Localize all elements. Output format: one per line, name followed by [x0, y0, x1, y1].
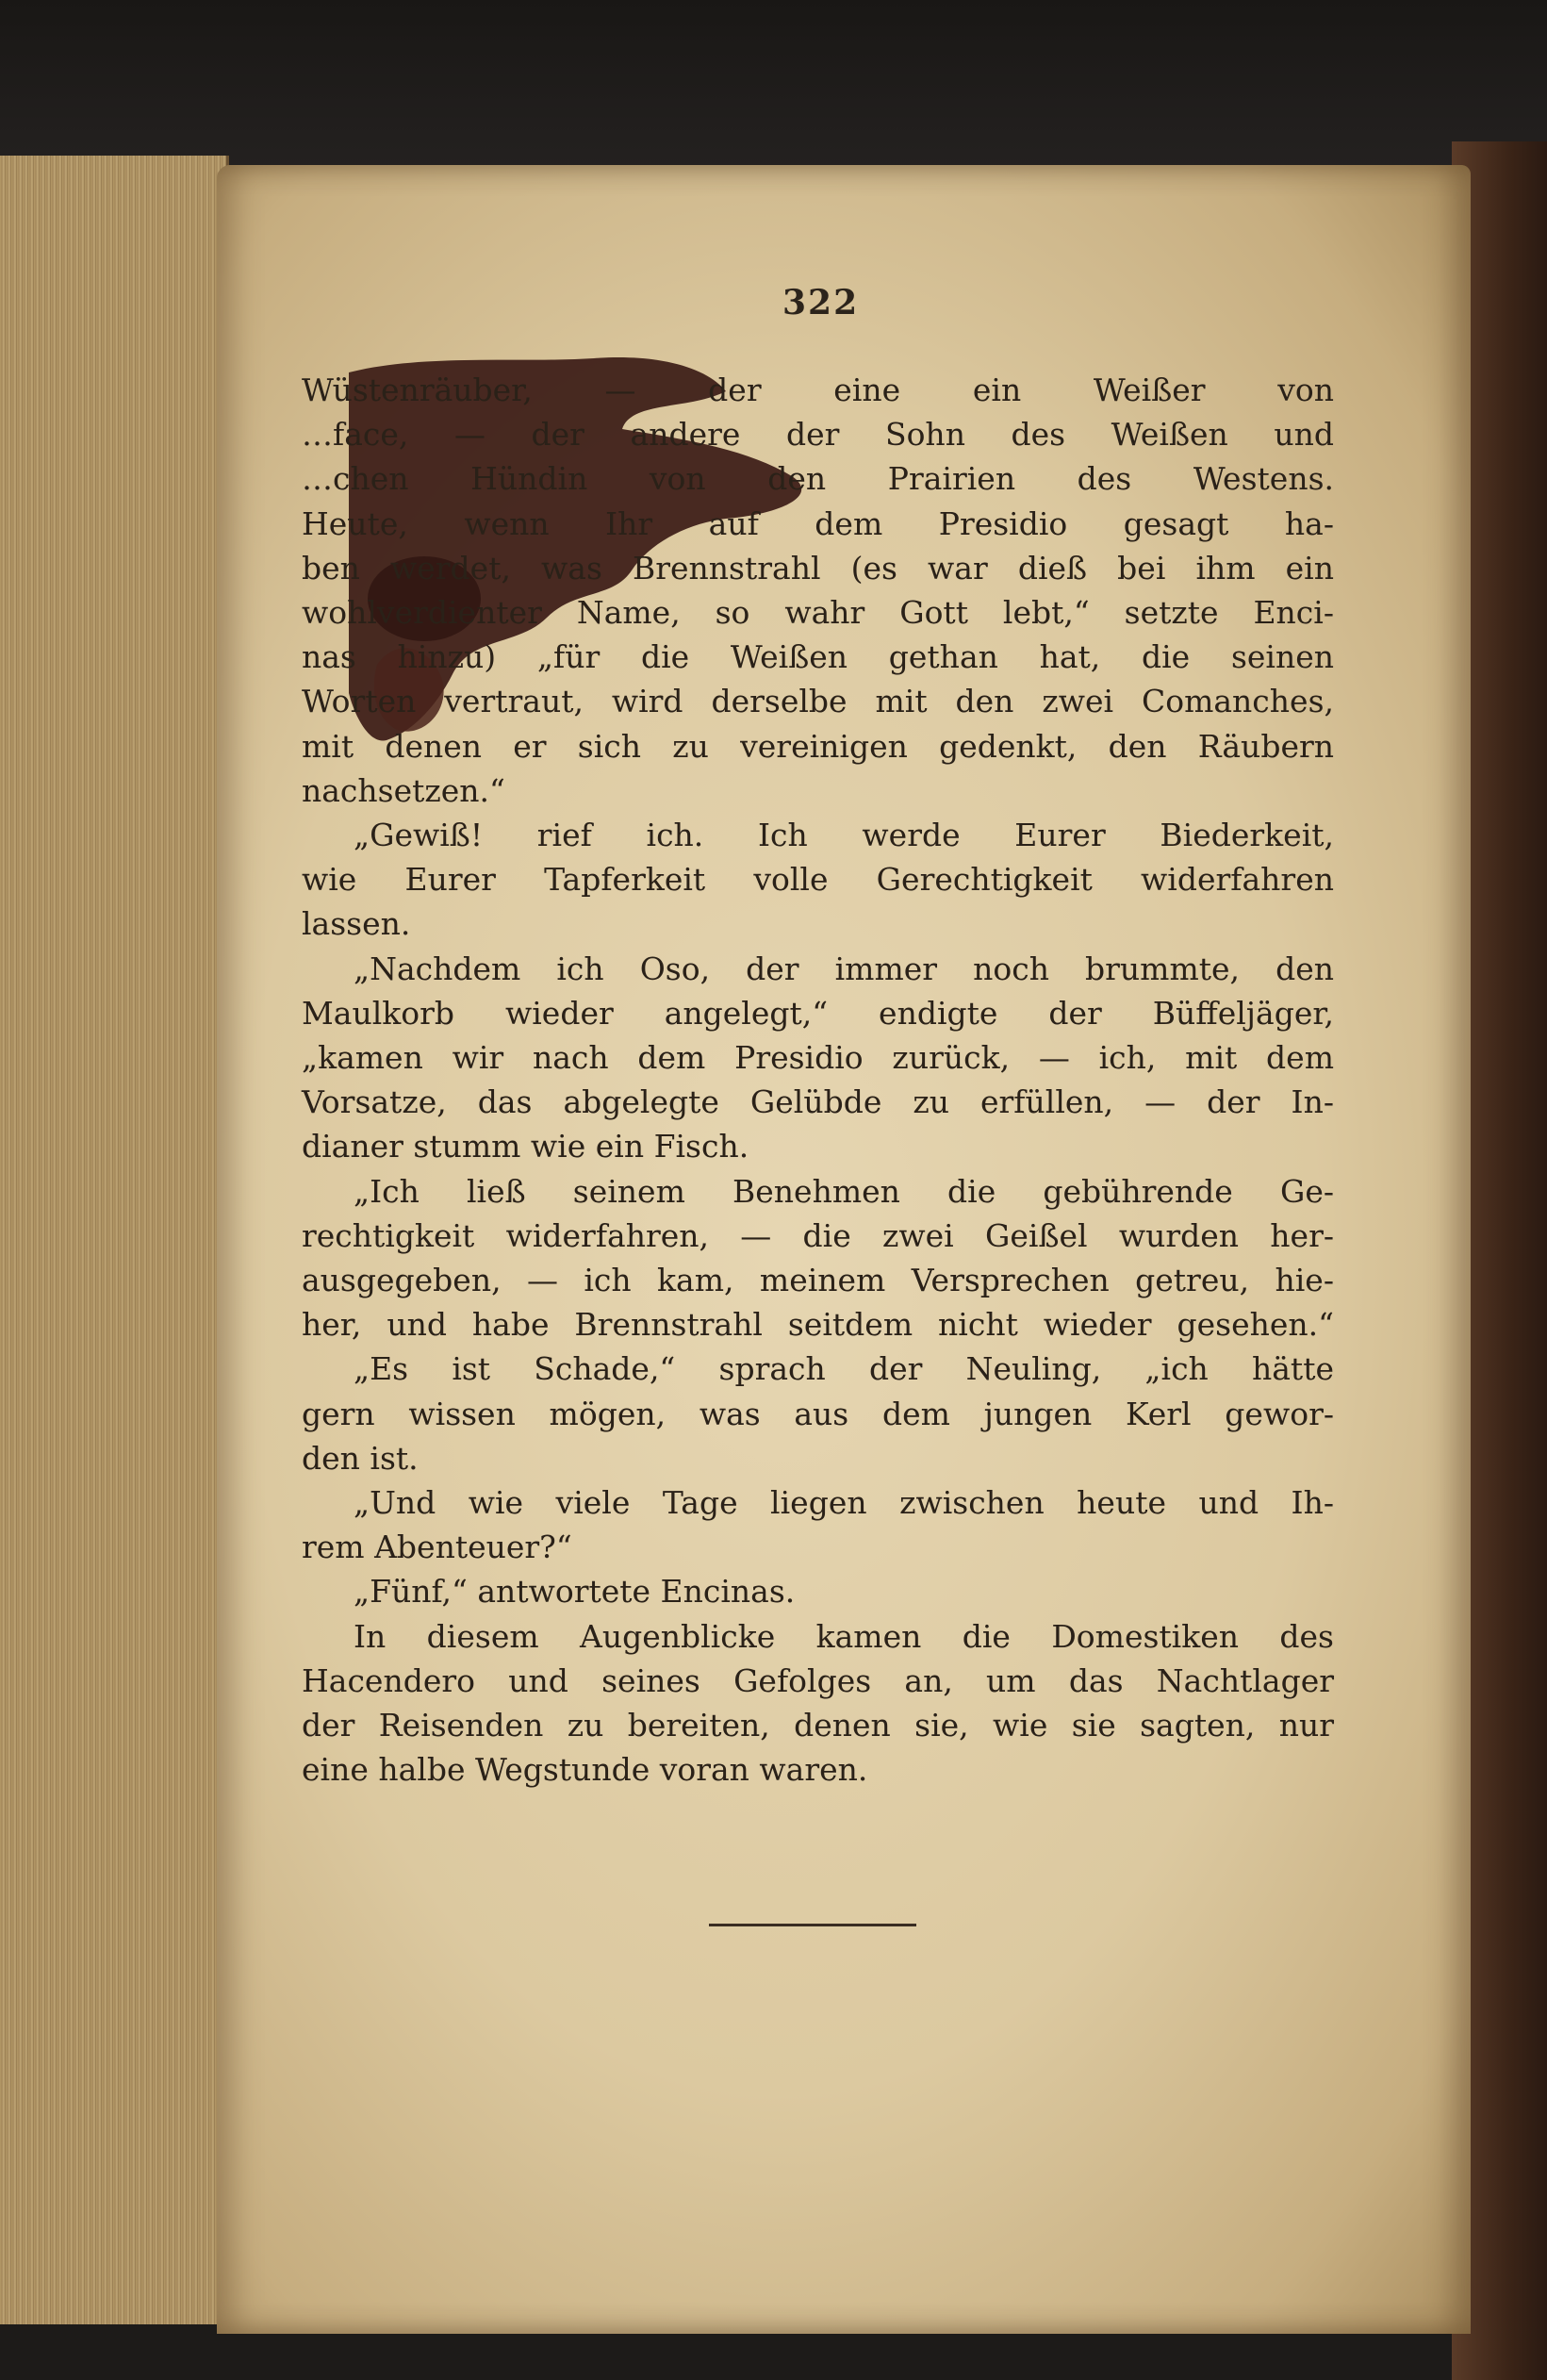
text-line: Worten vertraut, wird derselbe mit den zwei Comanches,	[302, 683, 1334, 720]
text-line: In diesem Augenblicke kamen die Domestiken des	[354, 1617, 1334, 1655]
background	[0, 0, 1547, 170]
text-line: den ist.	[302, 1439, 419, 1477]
text-line: eine halbe Wegstunde voran waren.	[302, 1751, 868, 1789]
text-line: „Fünf,“ antwortete Encinas.	[354, 1573, 796, 1611]
text-line: nachsetzen.“	[302, 771, 505, 809]
text-line: …face, — der andere der Sohn des Weißen und	[302, 416, 1334, 454]
text-line: lassen.	[302, 905, 411, 943]
text-line: rem Abenteuer?“	[302, 1529, 572, 1566]
text-line: „kamen wir nach dem Presidio zurück, — ich, mit dem	[302, 1039, 1334, 1077]
text-line: Hacendero und seines Gefolges an, um das Nachtlager	[302, 1661, 1334, 1699]
text-line: dianer stumm wie ein Fisch.	[302, 1128, 749, 1165]
text-line: der Reisenden zu bereiten, denen sie, wie sie sagten, nur	[302, 1707, 1334, 1744]
text-line: rechtigkeit widerfahren, — die zwei Geißel wurden her-	[302, 1216, 1334, 1254]
text-line: nas hinzu) „für die Weißen gethan hat, die seinen	[302, 638, 1334, 676]
text-line: Heute, wenn Ihr auf dem Presidio gesagt ha-	[302, 504, 1334, 542]
page-stack-edge	[0, 156, 229, 2324]
text-line: „Ich ließ seinem Benehmen die gebührende Ge-	[354, 1172, 1334, 1210]
text-line: „Gewiß! rief ich. Ich werde Eurer Biederkeit,	[354, 817, 1334, 854]
text-line: Wüstenräuber, — der eine ein Weißer von	[302, 372, 1334, 408]
page-number: 322	[782, 283, 860, 322]
text-line: her, und habe Brennstrahl seitdem nicht wieder gesehen.“	[302, 1306, 1334, 1344]
text-line: gern wissen mögen, was aus dem jungen Kerl gewor-	[302, 1395, 1334, 1432]
text-line: ausgegeben, — ich kam, meinem Versprechen getreu, hie-	[302, 1262, 1334, 1299]
text-line: Maulkorb wieder angelegt,“ endigte der Büffeljäger,	[302, 994, 1334, 1032]
text-line: wohlverdienter Name, so wahr Gott lebt,“ setzte Enci-	[302, 594, 1334, 632]
text-line: „Nachdem ich Oso, der immer noch brummte, den	[354, 950, 1334, 987]
section-end-rule	[709, 1924, 916, 1926]
text-line: …chen Hündin von den Prairien des Westens.	[302, 460, 1334, 498]
text-line: wie Eurer Tapferkeit volle Gerechtigkeit widerfahren	[302, 861, 1334, 899]
text-line: Vorsatze, das abgelegte Gelübde zu erfüllen, — der In-	[302, 1083, 1334, 1121]
text-line: mit denen er sich zu vereinigen gedenkt, den Räubern	[302, 727, 1334, 765]
page-body-text	[302, 368, 1334, 1793]
text-line: ben werdet, was Brennstrahl (es war dieß bei ihm ein	[302, 549, 1334, 587]
text-line: „Es ist Schade,“ sprach der Neuling, „ich hätte	[354, 1350, 1334, 1388]
text-line: „Und wie viele Tage liegen zwischen heute und Ih-	[354, 1484, 1334, 1522]
